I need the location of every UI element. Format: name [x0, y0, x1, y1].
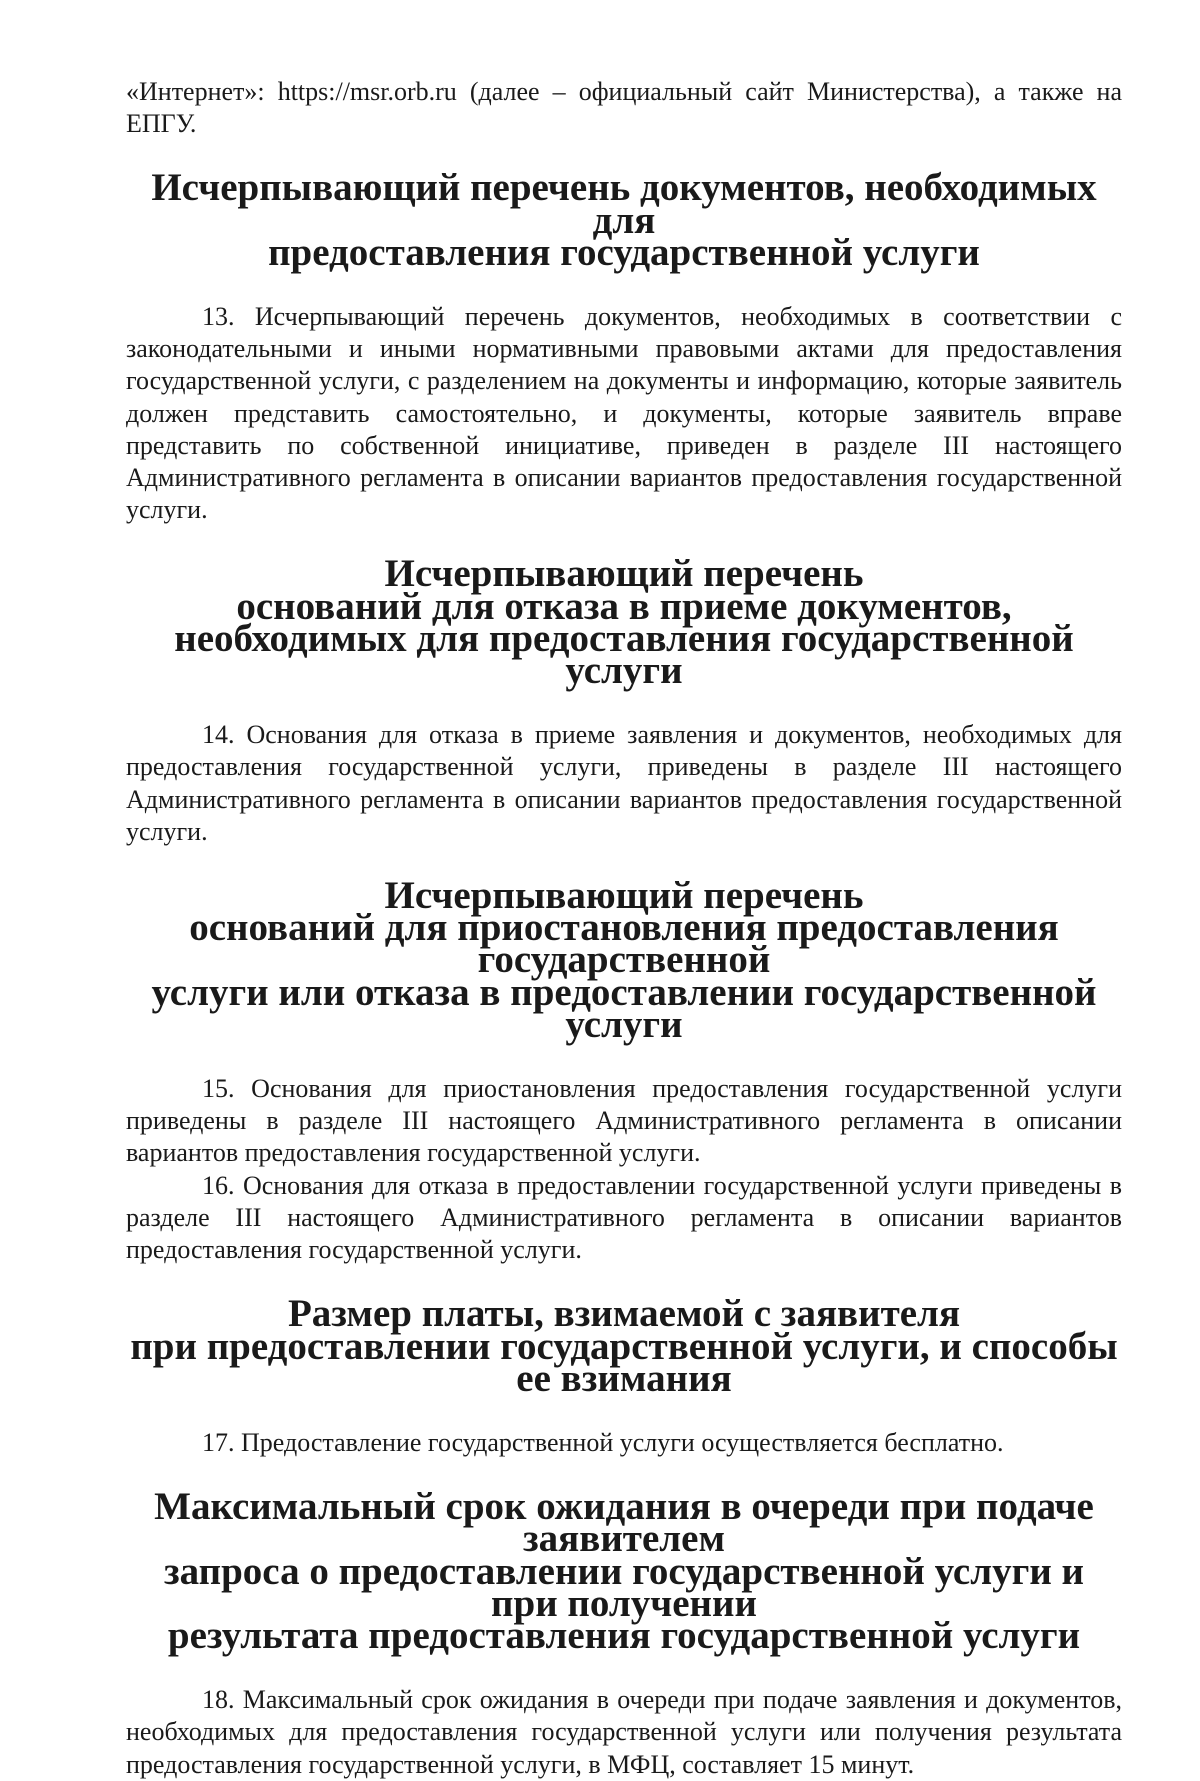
heading-line: Максимальный срок ожидания в очереди при подаче заявителем [154, 1485, 1094, 1561]
heading-line: результата предоставления государственной услуги [167, 1613, 1081, 1657]
heading-line: Исчерпывающий перечень [384, 874, 864, 918]
heading-line: при предоставлении государственной услуги, и способы ее взимания [130, 1324, 1118, 1400]
paragraph-17: 17. Предоставление государственной услуги осуществляется бесплатно. [202, 1427, 1004, 1457]
heading-line: запроса о предоставлении государственной услуги и при получении [163, 1549, 1085, 1625]
paragraph-15: 15. Основания для приостановления предоставления государственной услуги приведены в разделе III настоящего Административного регламента в описании вариантов предоставления государственной услуги. [126, 1074, 1122, 1168]
heading-waiting-time [126, 1485, 1122, 1657]
heading-line: оснований для приостановления предоставления государственной [189, 906, 1059, 982]
heading-line: предоставления государственной услуги [268, 230, 980, 274]
paragraph-13: 13. Исчерпывающий перечень документов, необходимых в соответствии с законодательными и иными нормативными правовыми актами для предоставления государственной услуги, с разделением на документы и информацию, которые заявитель должен представить самостоятельно, и документы, которые заявитель вправе представить по собственной инициативе, приведен в разделе III настоящего Административного регламента в описании вариантов предоставления государственной услуги. [126, 302, 1122, 525]
paragraph-16: 16. Основания для отказа в предоставлении государственной услуги приведены в разделе III настоящего Административного регламента в описании вариантов предоставления государственной услуги. [126, 1170, 1122, 1265]
heading-line: услуги или отказа в предоставлении государственной услуги [151, 970, 1097, 1046]
heading-documents-list [126, 166, 1122, 274]
heading-line: Размер платы, взимаемой с заявителя [287, 1292, 961, 1336]
heading-suspension-grounds [126, 874, 1122, 1046]
heading-fee [126, 1292, 1122, 1400]
intro-paragraph: «Интернет»: https://msr.orb.ru (далее – официальный сайт Министерства), а также на ЕПГУ. [126, 77, 1122, 139]
paragraph-14: 14. Основания для отказа в приеме заявления и документов, необходимых для предоставления государственной услуги, приведены в разделе III настоящего Административного регламента в описании вариантов предоставления государственной услуги. [126, 720, 1122, 846]
heading-refusal-grounds [126, 552, 1122, 693]
heading-line: Исчерпывающий перечень документов, необходимых для [151, 166, 1097, 242]
paragraph-18: 18. Максимальный срок ожидания в очереди при подаче заявления и документов, необходимых для предоставления государственной услуги или получения результата предоставления государственной услуги, в МФЦ, составляет 15 минут. [126, 1685, 1122, 1779]
heading-line: необходимых для предоставления государственной услуги [174, 616, 1074, 693]
heading-line: Исчерпывающий перечень [384, 552, 864, 596]
heading-line: оснований для отказа в приеме документов, [236, 584, 1012, 628]
document-page [126, 76, 1122, 1781]
